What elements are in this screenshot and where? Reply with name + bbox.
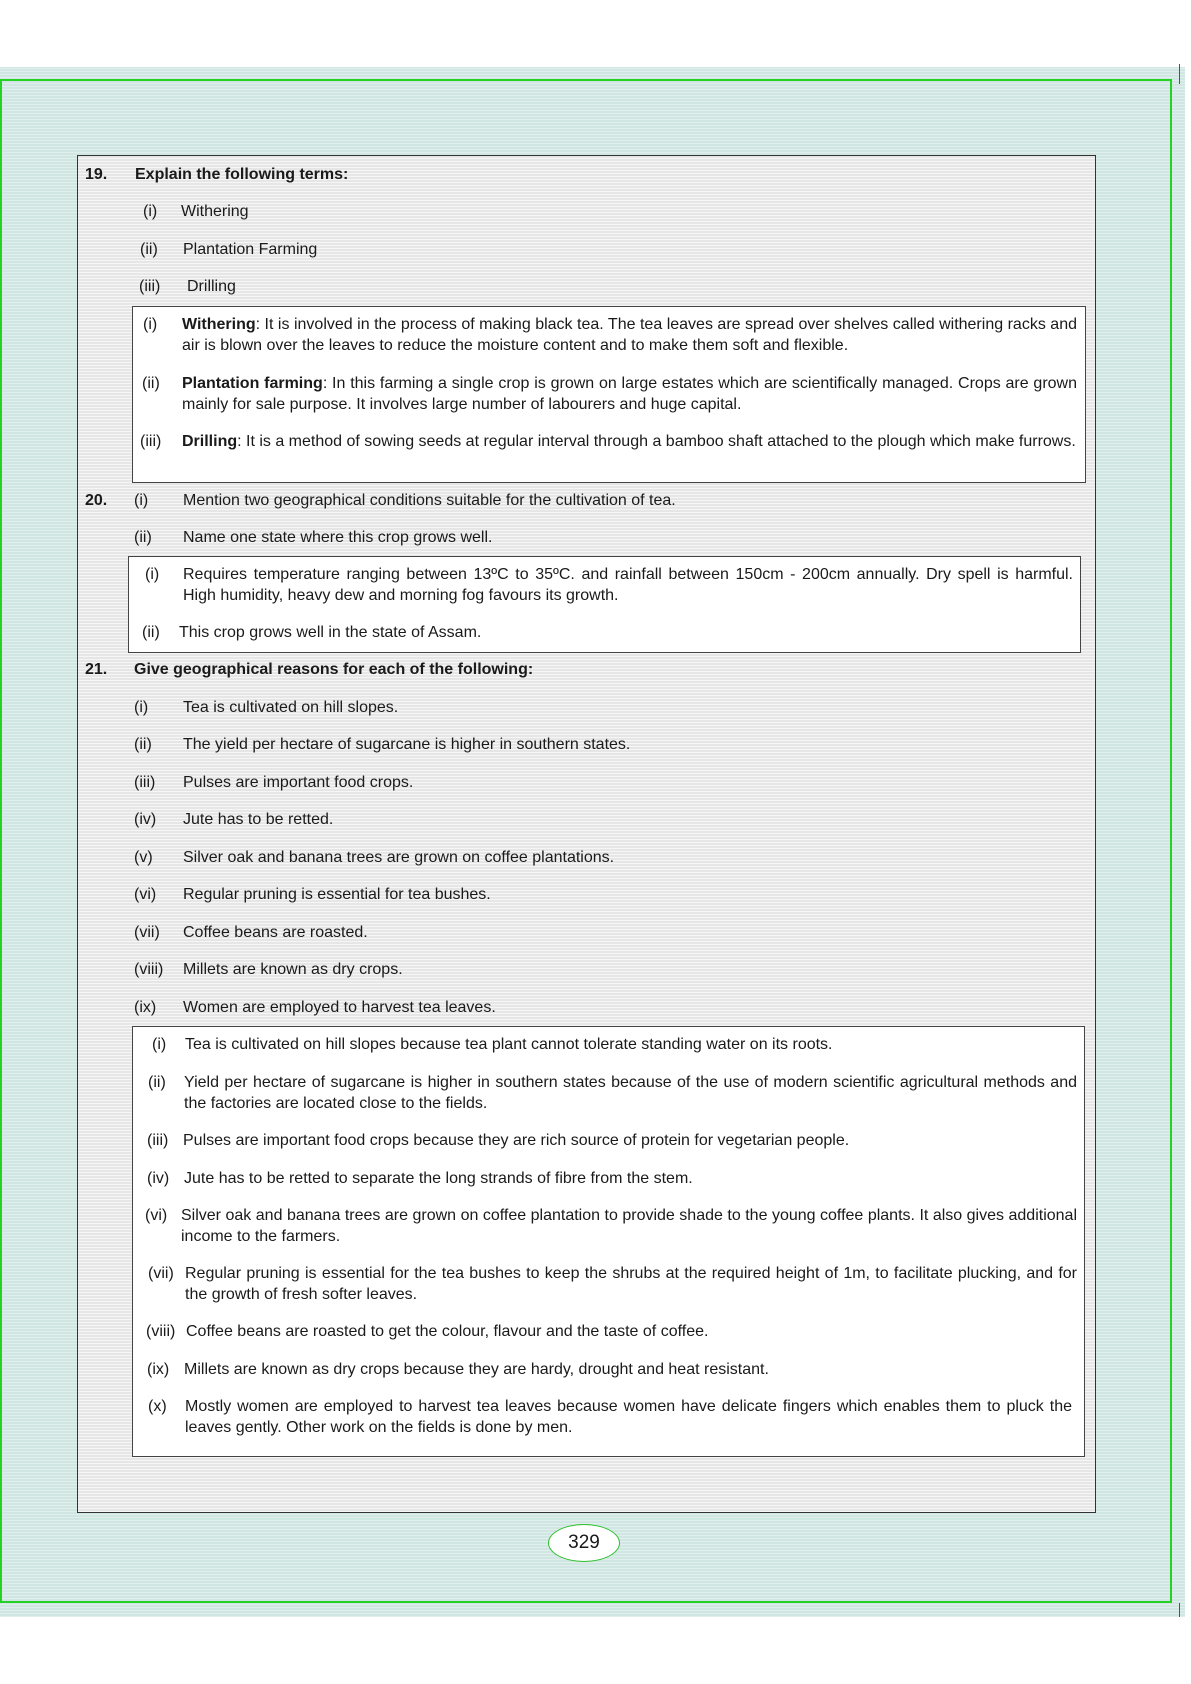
list-item-label: (i) bbox=[143, 203, 158, 220]
list-item-label: (ii) bbox=[134, 736, 152, 753]
answer-label: (ii) bbox=[142, 624, 160, 641]
question-number: 19. bbox=[85, 166, 108, 183]
list-item-text: The yield per hectare of sugarcane is higher in southern states. bbox=[183, 736, 631, 753]
answer-text: Pulses are important food crops because they are rich source of protein for vegetarian people. bbox=[183, 1132, 850, 1149]
page-number: 329 bbox=[548, 1524, 620, 1562]
answer-text: Silver oak and banana trees are grown on coffee plantation to provide shade to the young coffee plants. It also gives additional income to the farmers. bbox=[181, 1207, 1077, 1245]
answer-label: (iii) bbox=[140, 433, 162, 450]
answer-label: (i) bbox=[145, 566, 160, 583]
answer-item bbox=[145, 1205, 1077, 1247]
list-item-label: (i) bbox=[134, 492, 149, 509]
list-item-label: (ii) bbox=[134, 529, 152, 546]
answer-text bbox=[182, 373, 1077, 415]
list-item-text: Silver oak and banana trees are grown on coffee plantations. bbox=[183, 849, 615, 866]
list-item-label: (vi) bbox=[134, 886, 157, 903]
answer-label: (iv) bbox=[147, 1170, 170, 1187]
answer-item bbox=[147, 1168, 1077, 1189]
list-item-text: Pulses are important food crops. bbox=[183, 774, 414, 791]
list-item-text: Tea is cultivated on hill slopes. bbox=[183, 699, 399, 716]
list-item-label: (v) bbox=[134, 849, 153, 866]
answer-label: (viii) bbox=[146, 1323, 176, 1340]
answer-item bbox=[143, 314, 1077, 356]
answer-text: This crop grows well in the state of Assam. bbox=[179, 624, 482, 641]
list-item-label: (i) bbox=[134, 699, 149, 716]
answer-label: (vi) bbox=[145, 1207, 168, 1224]
answer-label: (i) bbox=[143, 316, 158, 333]
answer-label: (vii) bbox=[148, 1265, 174, 1282]
question-title: Give geographical reasons for each of the following: bbox=[134, 661, 534, 678]
answer-item bbox=[148, 1072, 1077, 1114]
list-item-text: Drilling bbox=[187, 278, 236, 295]
list-item-label: (iii) bbox=[139, 278, 161, 295]
list-item-label: (iv) bbox=[134, 811, 157, 828]
answer-box bbox=[132, 306, 1086, 483]
answer-text bbox=[182, 431, 1076, 452]
answer-box bbox=[132, 1026, 1085, 1457]
list-item-text: Name one state where this crop grows well. bbox=[183, 529, 493, 546]
answer-body: : It is involved in the process of making black tea. The tea leaves are spread over shelves called withering racks and air is blown over the leaves to reduce the moisture content and to make them soft and flexible. bbox=[182, 316, 1077, 354]
answer-label: (x) bbox=[148, 1398, 167, 1415]
answer-text: Jute has to be retted to separate the long strands of fibre from the stem. bbox=[184, 1170, 693, 1187]
list-item-text: Coffee beans are roasted. bbox=[183, 924, 368, 941]
answer-item bbox=[152, 1034, 1077, 1055]
list-item-label: (ii) bbox=[140, 241, 158, 258]
list-item-text: Women are employed to harvest tea leaves. bbox=[183, 999, 496, 1016]
answer-box bbox=[128, 556, 1081, 653]
answer-item bbox=[148, 1396, 1072, 1438]
list-item-label: (vii) bbox=[134, 924, 160, 941]
question-title: Explain the following terms: bbox=[135, 166, 349, 183]
question-number: 20. bbox=[85, 492, 108, 509]
answer-label: (ii) bbox=[142, 375, 160, 392]
answer-item bbox=[145, 564, 1073, 606]
crop-mark bbox=[1179, 1603, 1180, 1617]
list-item-text: Withering bbox=[181, 203, 249, 220]
answer-item bbox=[142, 373, 1077, 415]
answer-text: Yield per hectare of sugarcane is higher in southern states because of the use of modern scientific agricultural methods and the factories are located close to the fields. bbox=[184, 1074, 1077, 1112]
answer-label: (iii) bbox=[147, 1132, 169, 1149]
list-item-text: Jute has to be retted. bbox=[183, 811, 334, 828]
answer-label: (ii) bbox=[148, 1074, 166, 1091]
answer-term: Drilling bbox=[182, 433, 238, 450]
list-item-text: Mention two geographical conditions suitable for the cultivation of tea. bbox=[183, 492, 676, 509]
answer-body: : In this farming a single crop is grown on large estates which are scientifically managed. Crops are grown mainly for sale purpose. It involves large number of labourers and huge capital. bbox=[182, 375, 1078, 413]
answer-text: Tea is cultivated on hill slopes because tea plant cannot tolerate standing water on its roots. bbox=[185, 1036, 833, 1053]
answer-item bbox=[140, 431, 1077, 452]
answer-term: Plantation farming bbox=[182, 375, 323, 392]
answer-text: Requires temperature ranging between 13ºC to 35ºC. and rainfall between 150cm - 200cm annually. Dry spell is harmful. High humidity, heavy dew and morning fog favours its growth. bbox=[183, 566, 1073, 604]
answer-item bbox=[148, 1263, 1077, 1305]
list-item-label: (viii) bbox=[134, 961, 164, 978]
answer-text: Regular pruning is essential for the tea bushes to keep the shrubs at the required height of 1m, to facilitate plucking, and for the growth of fresh softer leaves. bbox=[185, 1265, 1077, 1303]
answer-text: Millets are known as dry crops because they are hardy, drought and heat resistant. bbox=[184, 1361, 769, 1378]
list-item-text: Plantation Farming bbox=[183, 241, 318, 258]
answer-item bbox=[147, 1359, 1077, 1380]
answer-text: Mostly women are employed to harvest tea leaves because women have delicate fingers which enables them to pluck the leaves gently. Other work on the fields is done by men. bbox=[185, 1398, 1072, 1436]
crop-mark bbox=[1179, 64, 1180, 84]
list-item-text: Millets are known as dry crops. bbox=[183, 961, 403, 978]
question-number: 21. bbox=[85, 661, 108, 678]
answer-item bbox=[146, 1321, 1077, 1342]
answer-body: : It is a method of sowing seeds at regular interval through a bamboo shaft attached to the plough which make furrows. bbox=[237, 433, 1076, 450]
answer-label: (i) bbox=[152, 1036, 167, 1053]
answer-item bbox=[147, 1130, 1077, 1151]
answer-label: (ix) bbox=[147, 1361, 170, 1378]
list-item-label: (ix) bbox=[134, 999, 157, 1016]
answer-text: Coffee beans are roasted to get the colour, flavour and the taste of coffee. bbox=[186, 1323, 709, 1340]
answer-term: Withering bbox=[182, 316, 256, 333]
answer-item bbox=[142, 622, 1073, 643]
answer-text bbox=[182, 314, 1077, 356]
list-item-text: Regular pruning is essential for tea bushes. bbox=[183, 886, 491, 903]
list-item-label: (iii) bbox=[134, 774, 156, 791]
